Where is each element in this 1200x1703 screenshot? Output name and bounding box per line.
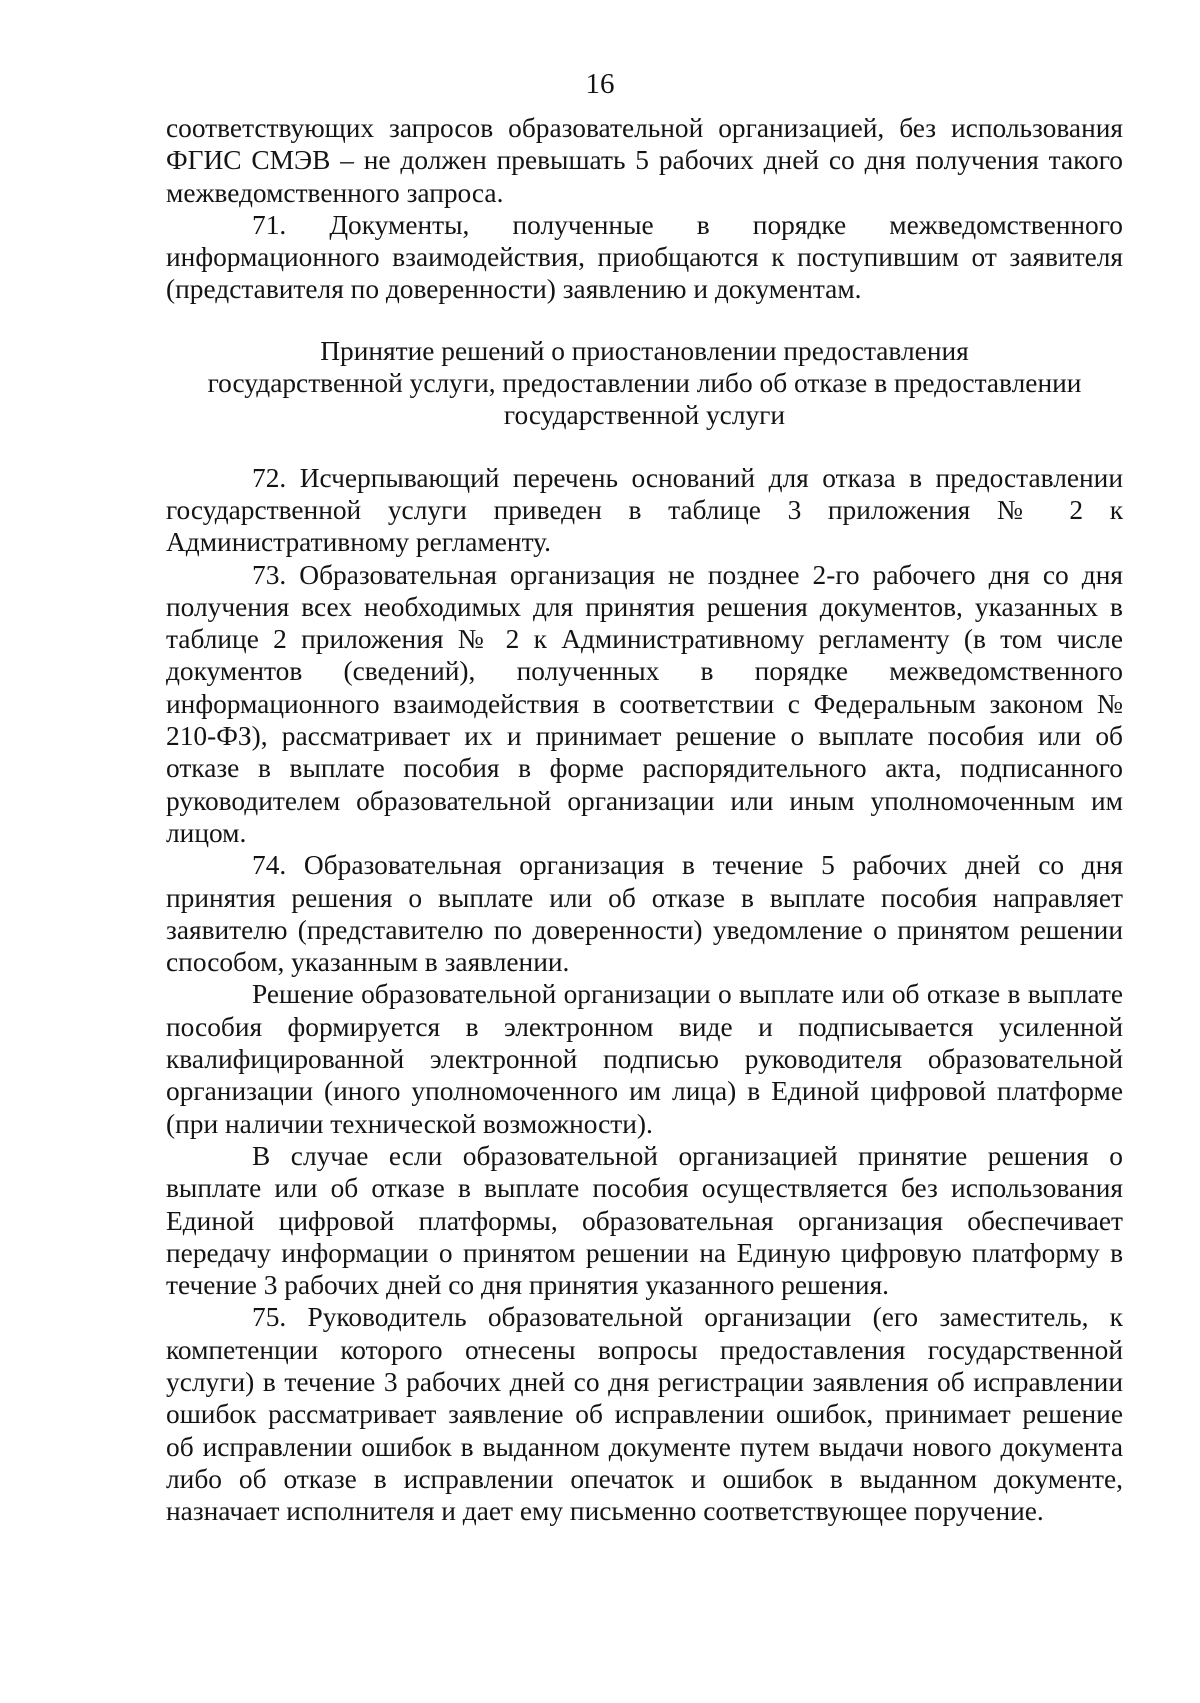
page-number: 16 bbox=[585, 68, 615, 100]
section-heading-line-3: государственной услуги bbox=[503, 400, 786, 431]
section-heading-line-2: государственной услуги, предоставлении либо об отказе в предоставлении bbox=[207, 368, 1082, 399]
paragraph-74-platform: В случае если образовательной организацией принятие решения о выплате или об отказе в выплате пособия осуществляется без использования Единой цифровой платформы, образовательная организация обеспечивает передачу информации о принятом решении на Единую цифровую платформу в течение 3 рабочих дней со дня принятия указанного решения. bbox=[166, 1140, 1123, 1301]
paragraph-74: 74. Образовательная организация в течение 5 рабочих дней со дня принятия решения о выплате или об отказе в выплате пособия направляет заявителю (представителю по доверенности) уведомление о принятом решении способом, указанным в заявлении. bbox=[166, 850, 1123, 978]
document-body bbox=[166, 112, 1123, 1527]
paragraph-74-decision: Решение образовательной организации о выплате или об отказе в выплате пособия формируется в электронном виде и подписывается усиленной квалифицированной электронной подписью руководителя образовательной организации (иного уполномоченного им лица) в Единой цифровой платформе (при наличии технической возможности). bbox=[166, 979, 1123, 1139]
section-heading bbox=[166, 335, 1123, 432]
paragraph-continuation: соответствующих запросов образовательной организацией, без использования ФГИС СМЭВ – не должен превышать 5 рабочих дней со дня получения такого межведомственного запроса. bbox=[166, 113, 1123, 208]
paragraph-71: 71. Документы, полученные в порядке межведомственного информационного взаимодействия, приобщаются к поступившим от заявителя (представителя по доверенности) заявлению и документам. bbox=[166, 209, 1123, 305]
paragraph-75: 75. Руководитель образовательной организации (его заместитель, к компетенции которого отнесены вопросы предоставления государственной услуги) в течение 3 рабочих дней со дня регистрации заявления об исправлении ошибок рассматривает заявление об исправлении ошибок, принимает решение об исправлении ошибок в выданном документе путем выдачи нового документа либо об отказе в исправлении опечаток и ошибок в выданном документе, назначает исполнителя и дает ему письменно соответствующее поручение. bbox=[166, 1302, 1123, 1527]
paragraph-73: 73. Образовательная организация не позднее 2-го рабочего дня со дня получения всех необходимых для принятия решения документов, указанных в таблице 2 приложения № 2 к Административному регламенту (в том числе документов (сведений), полученных в порядке межведомственного информационного взаимодействия в соответствии с Федеральным законом № 210-ФЗ), рассматривает их и принимает решение о выплате пособия или об отказе в выплате пособия в форме распорядительного акта, подписанного руководителем образовательной организации или иным уполномоченным им лицом. bbox=[166, 559, 1123, 848]
paragraph-72: 72. Исчерпывающий перечень оснований для отказа в предоставлении государственной услуги приведен в таблице 3 приложения № 2 к Административному регламенту. bbox=[166, 462, 1123, 558]
section-heading-line-1: Принятие решений о приостановлении предоставления bbox=[320, 335, 969, 366]
